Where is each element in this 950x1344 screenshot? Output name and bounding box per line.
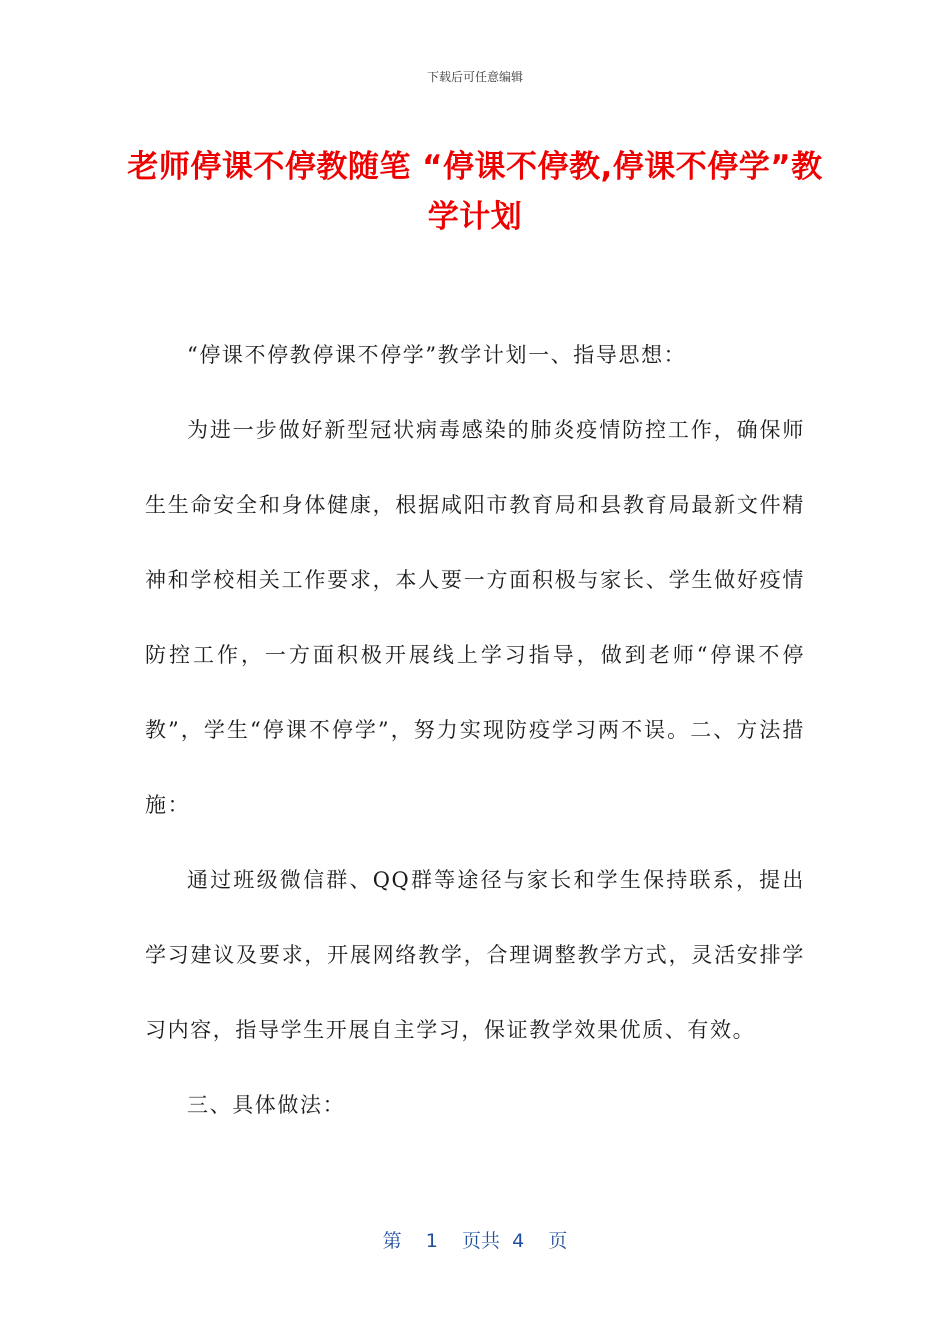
document-title: 老师停课不停教随笔 “停课不停教,停课不停学”教学计划 [127, 149, 823, 235]
paragraph-section-three: 三、具体做法： [187, 1093, 346, 1117]
paragraph-guiding-thought: “停课不停教停课不停学”教学计划一、指导思想： [187, 343, 687, 367]
footer-total-pages: 4 [512, 1230, 525, 1252]
footer-mid: 页共 [462, 1230, 501, 1252]
paragraph-intro: 为进一步做好新型冠状病毒感染的肺炎疫情防控工作，确保师生生命安全和身体健康，根据咸阳市教育局和县教育局最新文件精神和学校相关工作要求，本人要一方面积极与家长、学生做好疫情防控工作，一方面积极开展线上学习指导，做到老师“停课不停教”，学生“停课不停学”，努力实现防疫学习两不误。二、方法措施： [145, 418, 805, 817]
document-body [145, 318, 805, 1143]
paragraph-methods: 通过班级微信群、QQ群等途径与家长和学生保持联系，提出学习建议及要求，开展网络教学，合理调整教学方式，灵活安排学习内容，指导学生开展自主学习，保证教学效果优质、有效。 [145, 868, 805, 1042]
page-footer [0, 1226, 950, 1253]
footer-prefix: 第 [382, 1230, 402, 1252]
footer-suffix: 页 [548, 1230, 568, 1252]
header-note: 下载后可任意编辑 [426, 70, 523, 84]
footer-current-page: 1 [425, 1230, 438, 1252]
